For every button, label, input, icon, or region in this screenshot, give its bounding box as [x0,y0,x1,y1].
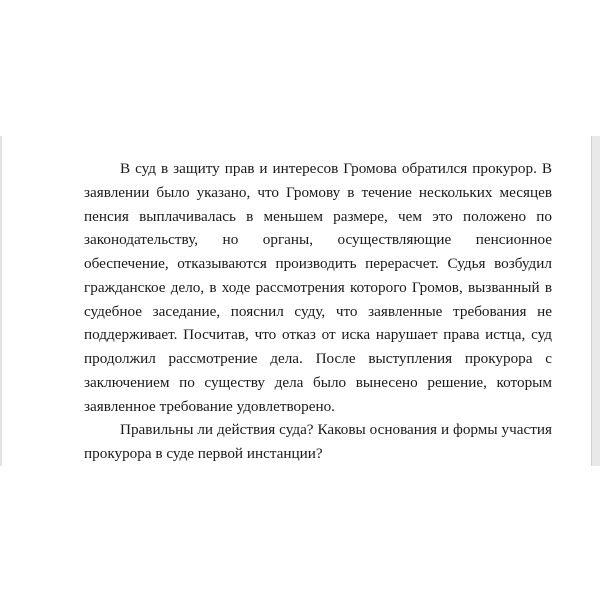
question-paragraph: Правильны ли действия суда? Каковы основания и формы участия прокурора в суде первой инстанции? [84,421,552,462]
right-scroll-gutter[interactable] [591,136,600,466]
page-left-edge [0,136,2,466]
problem-paragraph: В суд в защиту прав и интересов Громова обратился прокурор. В заявлении было указано, что Громову в течение нескольких месяцев пенсия выплачивалась в меньшем размере, чем это положено по законодательству, но органы, осуществляющие пенсионное обеспечение, отказываются производить перерасчет. Судья возбудил гражданское дело, в ходе рассмотрения которого Громов, вызванный в судебное заседание, пояснил суду, что заявленные требования не поддерживает. Посчитав, что отказ от иска нарушает права истца, суд продолжил рассмотрение дела. После выступления прокурора с заключением по существу дела было вынесено решение, которым заявленное требование удовлетворено. [84,160,552,415]
document-body [84,157,552,466]
